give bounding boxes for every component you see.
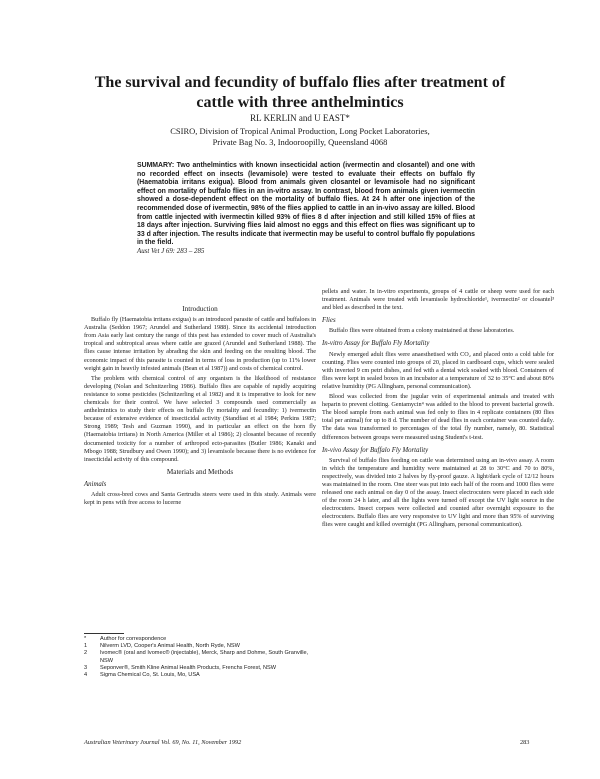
footnote-text: Sigma Chemical Co, St. Louis, Mo, USA: [100, 672, 200, 679]
flies-heading: Flies: [322, 317, 336, 325]
left-column: [84, 301, 316, 509]
methods-heading: Materials and Methods: [166, 467, 234, 476]
right-column: [322, 288, 554, 532]
footnote-mark: 1: [84, 643, 88, 650]
footnote-mark: 3: [84, 664, 88, 671]
animals-paragraph: Adult cross-bred cows and Santa Gertrudis steers were used in this study. Animals were kept in pens with free access to lucerne: [84, 490, 316, 507]
in-vivo-paragraph: Survival of buffalo flies feeding on cattle was determined using an in-vivo assay. A room in which the temperature and humidity were maintained at 28 to 30°C and 70 to 80%, respectively, was divided into 2 halves by fly-proof gauze. A light/dark cycle of 12/12 hours was maintained in the room. One steer was put into each half of the room and 1000 flies were released one each animal on day 0 of the assay. Insect electrocuters were placed in each side of the room 24 h later, and all the lights were turned off except the UV light source in the electrocuters. Insect corpses were collected and counted after overnight exposure to the electrocuters. Buffalo flies are very responsive to UV light and more than 95% of surviving flies were caught and killed overnight (PG Allingham, personal communication).: [322, 456, 554, 529]
intro-paragraph-1: Buffalo fly (Haematobia irritans exigua) is an introduced parasite of cattle and buffaloes in Australia (Seddon 1967; Arundel and Sutherland 1988). Since its accidental introduction from Asia early last century the range of this pest has extended to cover much of Australia's tropical and subtropical areas where cattle are grazed (Arundel and Sutherland 1988). The flies cause intense irritation by abrading the skin and feeding on the resulting blood. The economic impact of this parasite is counted in terms of loss in production (up to 11% lower weight gain in heavily infested animals (Bean et al 1987)) and costs of chemical control.: [84, 316, 316, 372]
footnote-text: Author for correspondence: [100, 636, 167, 642]
affiliation-line-1: CSIRO, Division of Tropical Animal Production, Long Pocket Laboratories,: [170, 126, 430, 136]
page-number: 283: [520, 739, 530, 746]
footnote-text: Seponver®, Smith Kline Animal Health Products, Frenchs Forest, NSW: [100, 664, 277, 671]
journal-footer: Australian Veterinary Journal Vol. 69, No. 11, November 1992: [84, 739, 242, 746]
footnote-mark: 4: [84, 672, 88, 679]
affiliation-line-2: Private Bag No. 3, Indooroopilly, Queensland 4068: [212, 137, 388, 147]
footnote: [84, 672, 316, 679]
in-vitro-paragraph-2: Blood was collected from the jugular vein of experimental animals and treated with heparin to prevent clotting. Gentamycin⁴ was added to the blood to prevent bacterial growth. The blood sample from each animal was fed only to flies in 4 replicate containers (80 flies total per animal) for up to 8 d. The number of dead flies in each container was counted daily. The data was transformed to percentages of the total fly number, namely, 80. Statistical differences between groups were measured using Student's t-test.: [322, 393, 554, 441]
article-authors: RL KERLIN and U EAST*: [250, 113, 350, 123]
footnote-mark: 2: [84, 650, 88, 657]
flies-paragraph: Buffalo flies were obtained from a colony maintained at these laboratories.: [329, 327, 515, 335]
footnote: [84, 650, 316, 664]
animals-paragraph-continued: pellets and water. In in-vitro experiments, groups of 4 cattle or sheep were used for each treatment. Animals were treated with levamisole hydrochloride¹, ivermectin² or closantel³ and bled as described in the text.: [322, 288, 554, 312]
footnote-mark: *: [84, 636, 87, 642]
in-vivo-assay-heading: In-vivo Assay for Buffalo Fly Mortality: [322, 446, 429, 454]
article-summary: [137, 162, 475, 257]
footnotes: [84, 636, 316, 679]
journal-citation: Aust Vet J 69: 283 – 285: [137, 247, 205, 255]
footnote-text: Nilverm LVD, Cooper's Animal Health, North Ryde, NSW: [100, 643, 240, 650]
footnote: [84, 665, 316, 672]
in-vitro-assay-heading: In-vitro Assay for Buffalo Fly Mortality: [322, 340, 430, 348]
summary-text: SUMMARY: Two anthelmintics with known insecticidal action (ivermectin and closantel) and one with no recorded effect on insects (levamisole) were tested to evaluate their effects on buffalo fly (Haematobia irritans exigua). Blood from animals given closantel or levamisole had no significant effect on mortality of buffalo flies in an in-vitro assay. In contrast, blood from animals given ivermectin showed a dose-dependent effect on the mortality of buffalo flies. At 24 h after one injection of the recommended dose of ivermectin, 98% of the flies applied to cattle in an in-vivo assay are killed. Blood from cattle injected with ivermectin killed 93% of flies 8 d after injection and still killed 15% of flies at 18 days after injection. Surviving flies laid almost no eggs and this effect on flies was significant up to 33 d after injection. The results indicate that ivermectin may be useful to control buffalo fly populations in the field.: [137, 162, 475, 247]
intro-paragraph-2: The problem with chemical control of any organism is the likelihood of resistance developing (Nolan and Schnitzerling 1986). Buffalo flies are capable of rapidly acquiring resistance to some pesticides (Schnitzerling et al 1982) and it is imperative to look for new chemicals for their control. We have selected 3 compounds used commercially as anthelmintics to study their effects on buffalo fly mortality and fecundity: 1) ivermectin because of extensive evidence of insecticidal activity (Standfast et al 1984; Perkins 1987; Strong 1989; Tesh and Guzman 1990), and in particular an effect on the horn fly (Haematobia irritans) in North America (Miller et al 1986); 2) closantel because of recently documented toxicity for a number of arthropod ecto-parasites (Butler 1986; Kanaki and Mbogo 1988; Strudbury and Owen 1990); and 3) levamisole because there is no evidence for insecticidal activity of this compound.: [84, 374, 316, 463]
footnote-rule: [84, 633, 124, 634]
article-title: The survival and fecundity of buffalo flies after treatment of cattle with three anthelmintics: [94, 74, 506, 111]
introduction-heading: Introduction: [182, 305, 218, 313]
animals-heading: Animals: [84, 480, 107, 488]
author-affiliation: [130, 126, 470, 148]
footnote: [84, 636, 316, 643]
footnote-text: Ivomec® (oral and Ivomec® (injectable), Merck, Sharp and Dohme, South Granville, NSW: [100, 650, 309, 664]
in-vitro-paragraph-1: Newly emerged adult flies were anaesthetised with CO₂ and placed onto a cold table for counting. Flies were counted into groups of 20, placed in cardboard cups, which were sealed with inverted 9 cm petri dishes, and fed with a dental wick soaked with blood. Containers of flies were kept in sealed boxes in an incubator at a temperature of 32 to 35°C and about 80% relative humidity (PG Allingham, personal communication).: [322, 350, 554, 390]
